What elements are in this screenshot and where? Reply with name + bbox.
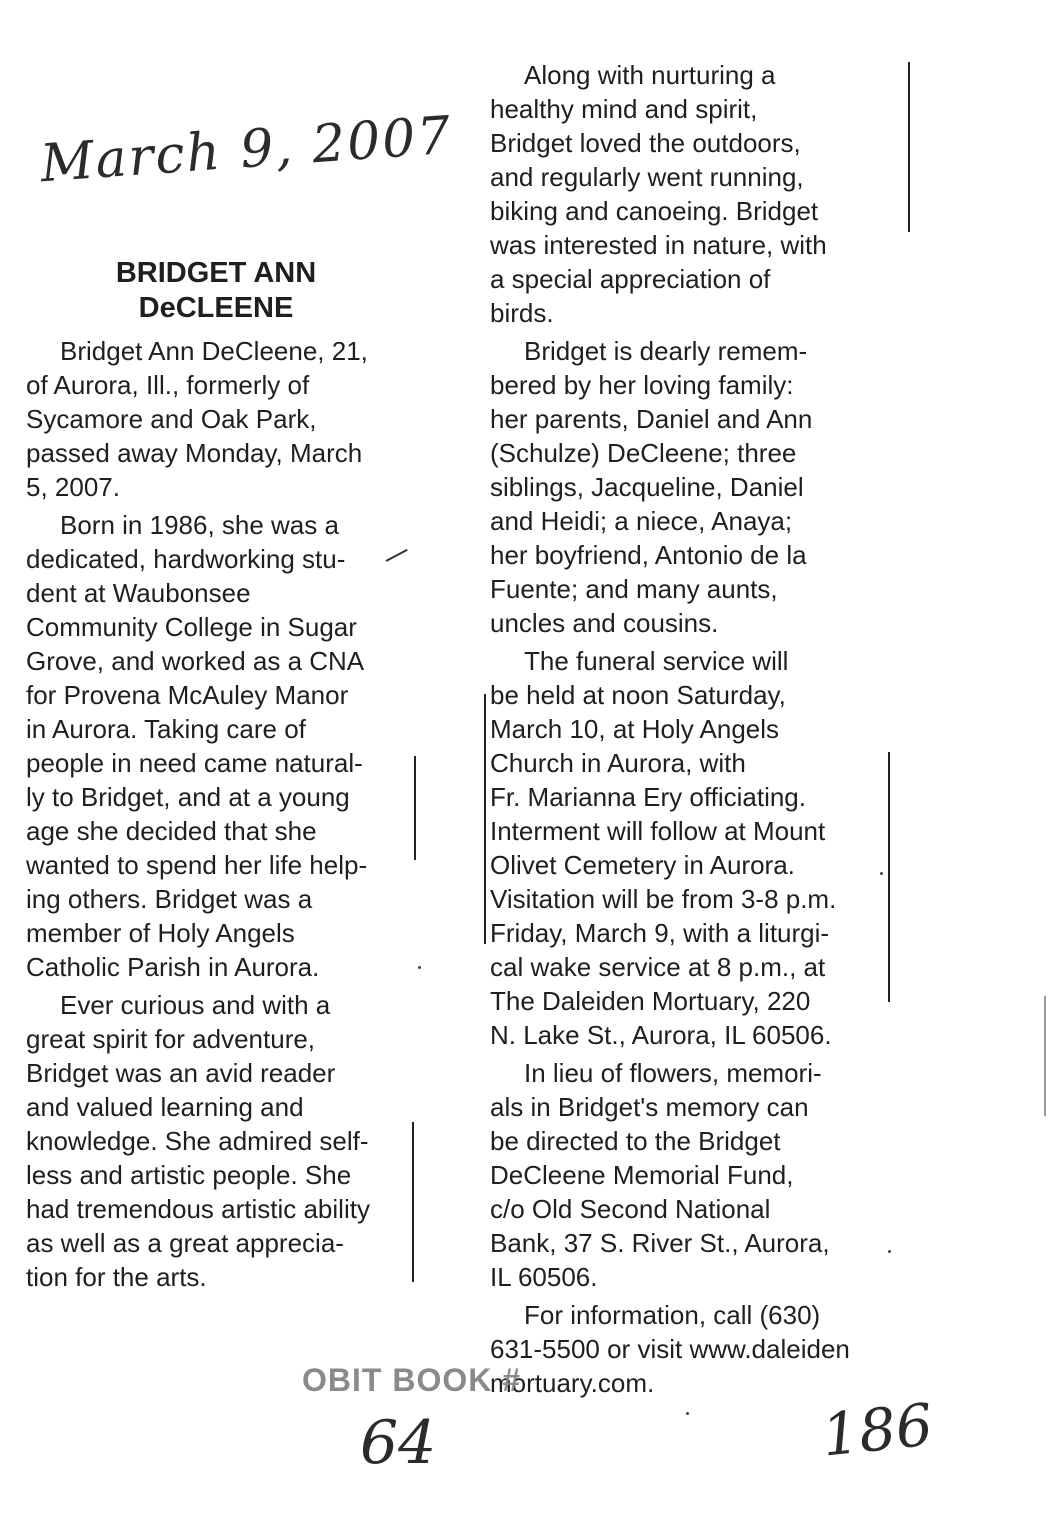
text-line: c/o Old Second National — [490, 1194, 771, 1224]
text-line: Catholic Parish in Aurora. — [26, 952, 320, 982]
text-line: tion for the arts. — [26, 1262, 207, 1292]
speck — [418, 966, 421, 969]
text-line: Along with nurturing a — [524, 60, 776, 90]
paragraph — [490, 1056, 880, 1294]
clipping-edge-mark — [414, 756, 416, 860]
text-line: be directed to the Bridget — [490, 1126, 781, 1156]
text-line: Bridget was an avid reader — [26, 1058, 336, 1088]
text-line: March 10, at Holy Angels — [490, 714, 780, 744]
text-line: a special appreciation of — [490, 264, 771, 294]
text-line: For information, call (630) — [524, 1300, 821, 1330]
paragraph — [26, 508, 406, 984]
clipping-edge-mark — [484, 694, 486, 944]
clipping-edge-mark — [412, 1122, 414, 1282]
paragraph — [490, 644, 880, 1052]
text-line: Fr. Marianna Ery officiating. — [490, 782, 806, 812]
text-line: her boyfriend, Antonio de la — [490, 540, 807, 570]
text-line: Sycamore and Oak Park, — [26, 404, 317, 434]
text-line: In lieu of flowers, memori- — [524, 1058, 822, 1088]
text-line: cal wake service at 8 p.m., at — [490, 952, 826, 982]
paragraph — [26, 334, 406, 504]
text-line: siblings, Jacqueline, Daniel — [490, 472, 804, 502]
text-line: Ever curious and with a — [60, 990, 331, 1020]
speck — [888, 1250, 891, 1253]
text-line: for Provena McAuley Manor — [26, 680, 349, 710]
text-line: be held at noon Saturday, — [490, 680, 786, 710]
text-line: Bank, 37 S. River St., Aurora, — [490, 1228, 830, 1258]
text-line: member of Holy Angels — [26, 918, 295, 948]
text-line: The Daleiden Mortuary, 220 — [490, 986, 811, 1016]
obit-book-stamp: OBIT BOOK # — [302, 1362, 522, 1398]
text-line: healthy mind and spirit, — [490, 94, 758, 124]
text-line: Friday, March 9, with a liturgi- — [490, 918, 830, 948]
text-line: 631-5500 or visit www.daleiden — [490, 1334, 850, 1364]
text-line: Olivet Cemetery in Aurora. — [490, 850, 795, 880]
text-line: Church in Aurora, with — [490, 748, 746, 778]
text-line: was interested in nature, with — [490, 230, 827, 260]
paragraph — [490, 1298, 880, 1400]
handwritten-date: March 9, 2007 — [38, 105, 455, 195]
text-line: Fuente; and many aunts, — [490, 574, 778, 604]
text-line: als in Bridget's memory can — [490, 1092, 809, 1122]
text-line: and valued learning and — [26, 1092, 304, 1122]
text-line: dent at Waubonsee — [26, 578, 251, 608]
text-line: dedicated, hardworking stu- — [26, 544, 346, 574]
text-line: birds. — [490, 298, 554, 328]
text-line: Bridget loved the outdoors, — [490, 128, 801, 158]
text-line: DeCleene Memorial Fund, — [490, 1160, 794, 1190]
text-line: her parents, Daniel and Ann — [490, 404, 813, 434]
text-line: in Aurora. Taking care of — [26, 714, 306, 744]
speck — [686, 1412, 689, 1415]
text-line: and Heidi; a niece, Anaya; — [490, 506, 793, 536]
text-line: bered by her loving family: — [490, 370, 794, 400]
text-line: age she decided that she — [26, 816, 317, 846]
text-line: N. Lake St., Aurora, IL 60506. — [490, 1020, 832, 1050]
headline-line-2: DeCLEENE — [138, 292, 294, 324]
text-line: Visitation will be from 3-8 p.m. — [490, 884, 837, 914]
text-line: Interment will follow at Mount — [490, 816, 826, 846]
text-line: less and artistic people. She — [26, 1160, 352, 1190]
text-line: IL 60506. — [490, 1262, 598, 1292]
text-line: mortuary.com. — [490, 1368, 655, 1398]
text-line: as well as a great apprecia- — [26, 1228, 344, 1258]
text-line: Bridget is dearly remem- — [524, 336, 808, 366]
handwritten-page-number: 186 — [818, 1390, 936, 1470]
paragraph — [26, 988, 406, 1294]
text-line: people in need came natural- — [26, 748, 363, 778]
text-line: passed away Monday, March — [26, 438, 363, 468]
right-text-column-bottom — [490, 644, 880, 1400]
text-line: knowledge. She admired self- — [26, 1126, 369, 1156]
text-line: and regularly went running, — [490, 162, 804, 192]
text-line: Born in 1986, she was a — [60, 510, 339, 540]
text-line: uncles and cousins. — [490, 608, 719, 638]
clipping-edge-mark — [888, 752, 890, 1002]
speck — [880, 872, 883, 875]
text-line: The funeral service will — [524, 646, 789, 676]
paragraph — [490, 334, 880, 640]
paragraph — [490, 58, 880, 330]
text-line: ly to Bridget, and at a young — [26, 782, 350, 812]
text-line: 5, 2007. — [26, 472, 120, 502]
clipping-edge-mark — [1044, 996, 1046, 1116]
text-line: ing others. Bridget was a — [26, 884, 313, 914]
left-text-column — [26, 334, 406, 1294]
right-text-column-top — [490, 58, 880, 640]
text-line: (Schulze) DeCleene; three — [490, 438, 797, 468]
text-line: Bridget Ann DeCleene, 21, — [60, 336, 368, 366]
text-line: great spirit for adventure, — [26, 1024, 316, 1054]
clipping-edge-mark — [908, 62, 910, 232]
obituary-headline — [26, 256, 406, 326]
text-line: wanted to spend her life help- — [26, 850, 368, 880]
text-line: Community College in Sugar — [26, 612, 357, 642]
text-line: biking and canoeing. Bridget — [490, 196, 819, 226]
headline-line-1: BRIDGET ANN — [115, 257, 317, 289]
text-line: Grove, and worked as a CNA — [26, 646, 365, 676]
handwritten-book-number: 64 — [360, 1408, 437, 1478]
text-line: of Aurora, Ill., formerly of — [26, 370, 310, 400]
text-line: had tremendous artistic ability — [26, 1194, 370, 1224]
